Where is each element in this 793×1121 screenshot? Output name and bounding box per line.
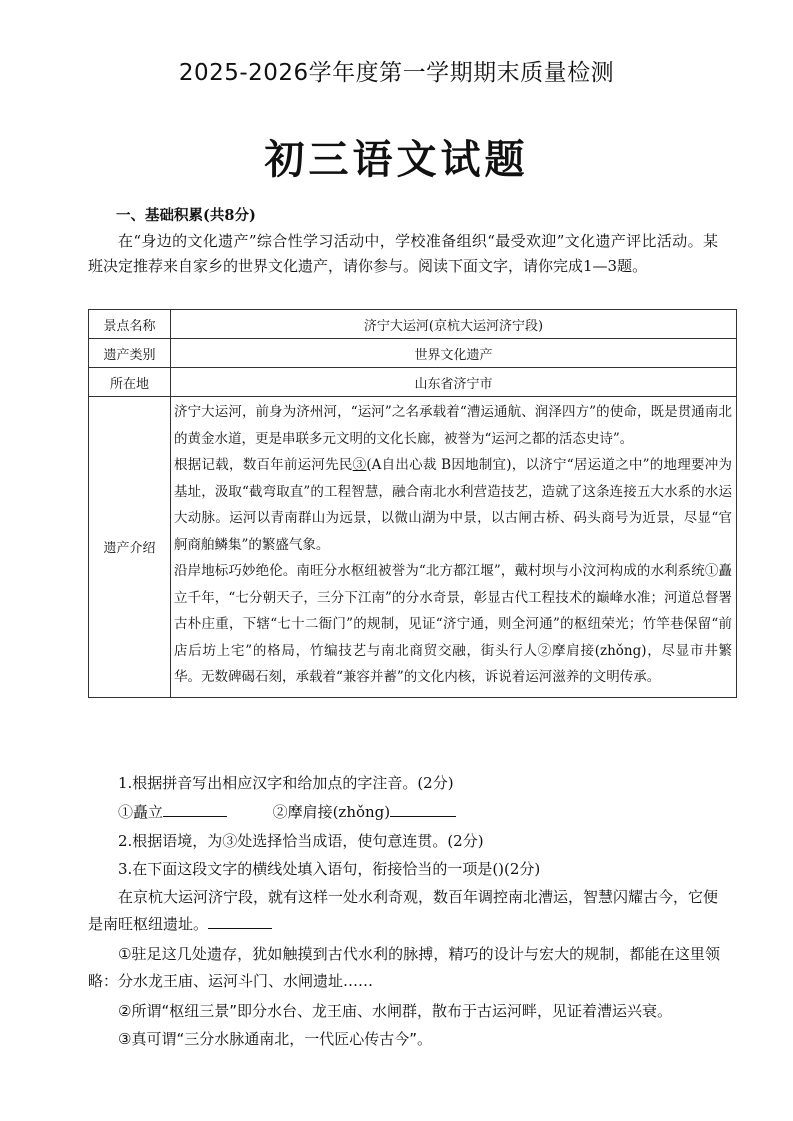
question-3: 3.在下面这段文字的横线处填入语句，衔接恰当的一项是()(2分) — [118, 860, 541, 878]
marker-2: ② — [537, 642, 552, 659]
question-1-answers — [118, 801, 456, 822]
table-row — [89, 339, 737, 368]
blank-marker-3: ③ — [352, 457, 367, 473]
answer-label-1: ①矗立 — [118, 803, 164, 821]
table-key: 遗产类别 — [89, 339, 171, 368]
intro-text: 沿岸地标巧妙绝伦。南旺分水枢纽被誉为“北方都江堰”，戴村坝与小汶河构成的水利系统 — [174, 563, 705, 579]
table-key: 景点名称 — [89, 310, 171, 339]
exam-header: 2025-2026学年度第一学期期末质量检测 — [178, 60, 615, 86]
answer-blank-2[interactable] — [390, 802, 456, 817]
table-value: 世界文化遗产 — [171, 339, 737, 368]
heritage-info-table — [88, 309, 737, 698]
passage-blank[interactable] — [208, 914, 272, 929]
option-1: ①驻足这几处遗存，犹如触摸到古代水利的脉搏，精巧的设计与宏大的规制，都能在这里领略：分水龙王庙、运河斗门、水闸遗址…… — [88, 945, 720, 990]
table-value: 山东省济宁市 — [171, 368, 737, 397]
option-3: ③真可谓“三分水脉通南北，一代匠心传古今”。 — [118, 1030, 432, 1048]
answer-label-2: ②摩肩接(zhǒng) — [272, 803, 391, 821]
intro-text: 摩肩接(zhǒng)，尽显市井繁华。无数碑碣石刻，承载着“兼容并蓄”的文化内核，诉说着运河滋养的文明传承。 — [174, 642, 733, 685]
passage-text: 在京杭大运河济宁段，就有这样一处水利奇观，数百年调控南北漕运，智慧闪耀古今，它便是南旺枢纽遗址。 — [88, 888, 719, 933]
marker-1: ① — [704, 563, 719, 579]
intro-paragraph-3 — [174, 558, 732, 691]
intro-paragraph-1: 济宁大运河，前身为济州河，“运河”之名承载着“漕运通航、润泽四方”的使命，既是贯通南北的黄金水道，更是串联多元文明的文化长廊，被誉为“运河之都的活态史诗”。 — [174, 404, 732, 447]
question-3-passage — [88, 884, 718, 938]
table-row — [89, 368, 737, 397]
table-key: 所在地 — [89, 368, 171, 397]
section-heading: 一、基础积累(共8分) — [116, 207, 256, 224]
intro-text: (A自出心裁 B因地制宜)，以济宁“居运道之中”的地理要冲为基址，汲取“截弯取直”的工程智慧，融合南北水利营造技艺，造就了这条连接五大水系的水运大动脉。运河以青南群山为远景，以微山湖为中景，以古闸古桥、码头商号为近景，尽显“官舸商舶鳞集”的繁盛气象。 — [174, 457, 732, 553]
answer-blank-1[interactable] — [163, 802, 227, 817]
intro-text: 根据记载，数百年前运河先民 — [174, 457, 353, 473]
question-1: 1.根据拼音写出相应汉字和给加点的字注音。(2分) — [118, 774, 454, 792]
exam-title: 初三语文试题 — [264, 137, 529, 183]
heritage-intro-cell — [171, 397, 737, 698]
option-2: ②所谓“枢纽三景”即分水台、龙王庙、水闸群，散布于古运河畔，见证着漕运兴衰。 — [118, 1002, 672, 1020]
table-key: 遗产介绍 — [89, 397, 171, 698]
question-2: 2.根据语境，为③处选择恰当成语，使句意连贯。(2分) — [118, 832, 484, 850]
intro-paragraph-2 — [174, 452, 732, 558]
intro-text: 矗立千年，“七分朝天子，三分下江南”的分水奇景，彰显古代工程技术的巅峰水准；河道总督署古朴庄重，下辖“七十二衙门”的规制，见证“济宁通，则全河通”的枢纽荣光；竹竿巷保留“前店后坊上宅”的格局，竹编技艺与南北商贸交融，街头行人 — [174, 563, 732, 659]
table-row — [89, 310, 737, 339]
table-value: 济宁大运河(京杭大运河济宁段) — [171, 310, 737, 339]
section-intro: 在“身边的文化遗产”综合性学习活动中，学校准备组织“最受欢迎”文化遗产评比活动。某班决定推荐来自家乡的世界文化遗产，请你参与。阅读下面文字，请你完成1—3题。 — [88, 232, 718, 275]
table-row — [89, 397, 737, 698]
